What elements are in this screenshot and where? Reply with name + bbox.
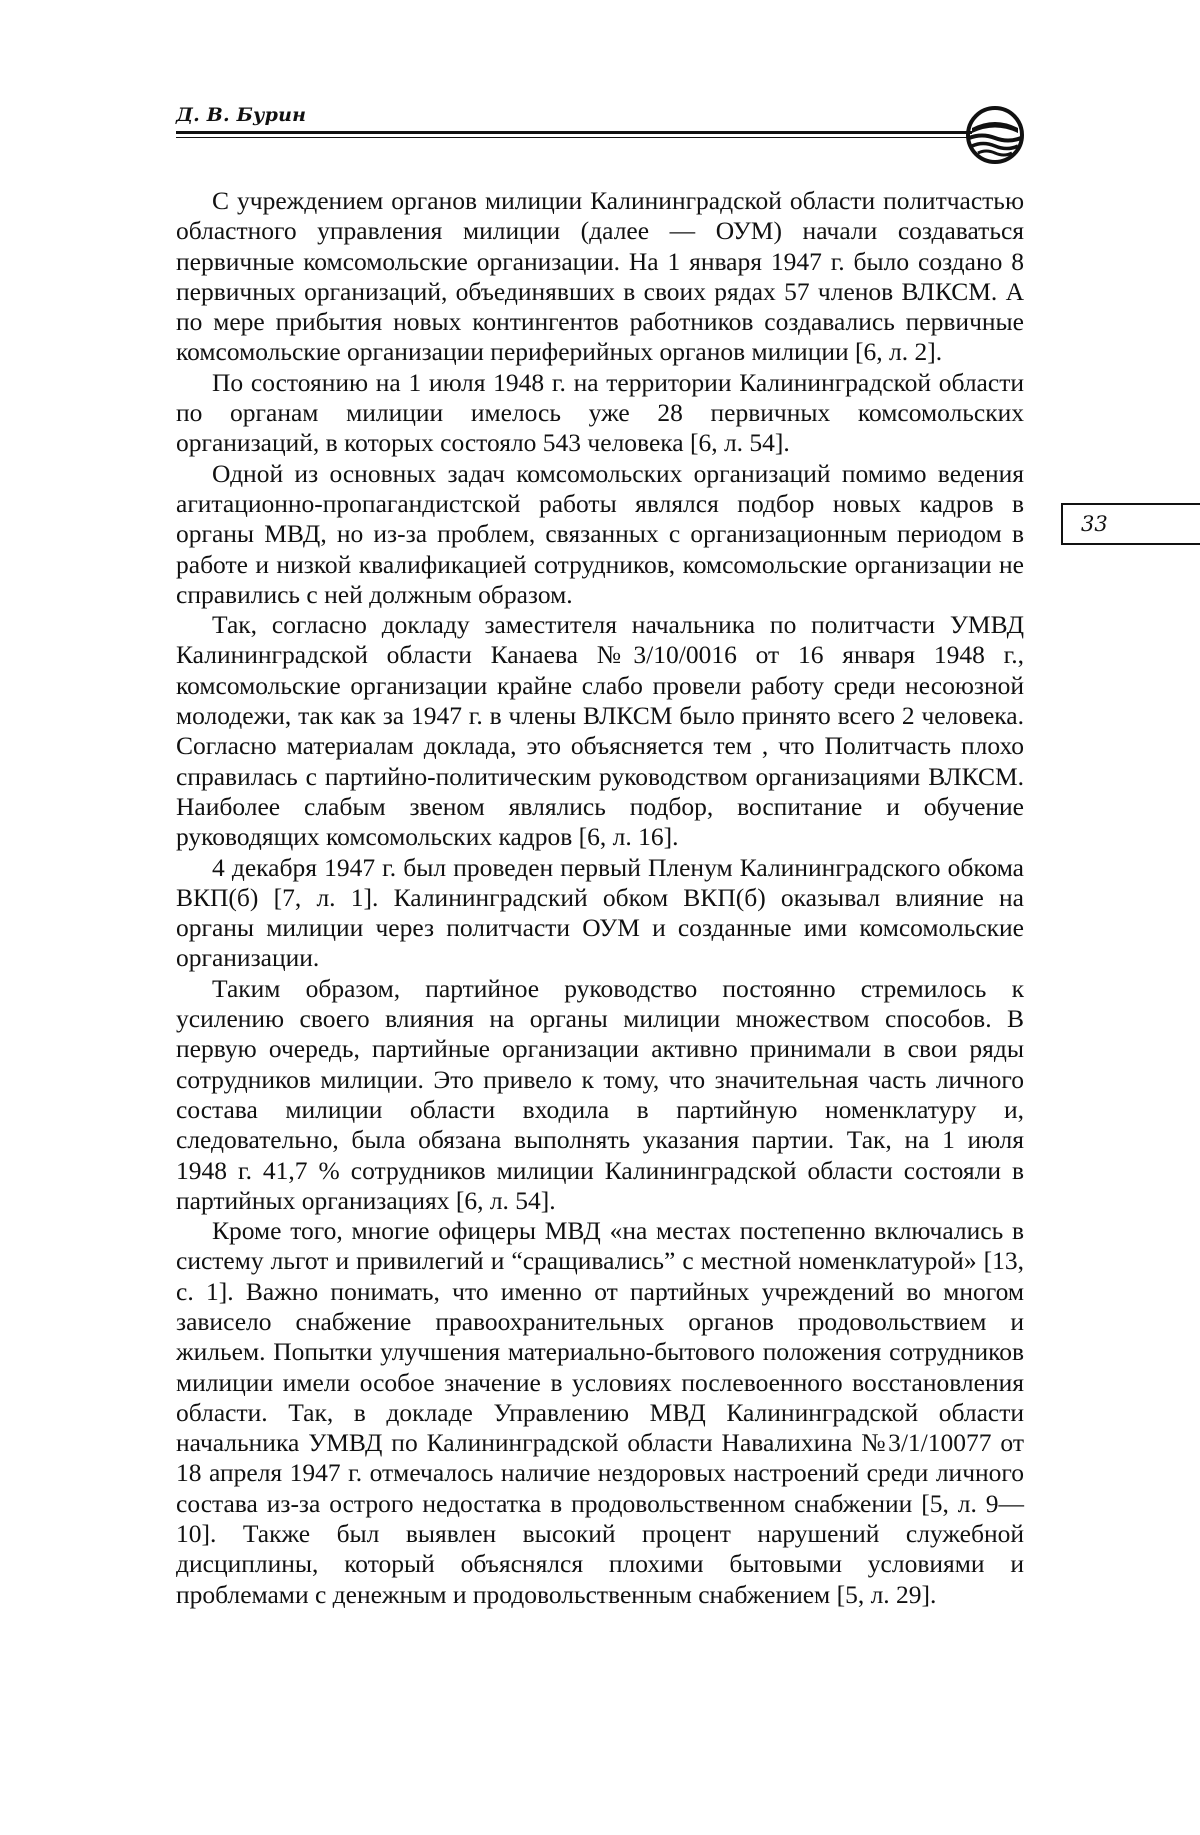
running-head-author: Д. В. Бурин <box>176 104 307 126</box>
paragraph: Одной из основных задач комсомольских организаций помимо ведения агитационно-пропагандистской работы являлся подбор новых кадров в органы МВД, но из-за проблем, связанных с организационным периодом в работе и низкой квалификацией сотрудников, комсомольские организации не справились с ней должным образом. <box>176 458 1024 609</box>
paragraph: Таким образом, партийное руководство постоянно стремилось к усилению своего влияния на органы милиции множеством способов. В первую очередь, партийные организации активно принимали в свои ряды сотрудников милиции. Это привело к тому, что значительная часть личного состава милиции области входила в партийную номенклатуру и, следовательно, была обязана выполнять указания партии. Так, на 1 июля 1948 г. 41,7 % сотрудников милиции Калининградской области состояли в партийных организациях [6, л. 54]. <box>176 973 1024 1215</box>
article-body <box>176 186 1024 1610</box>
paragraph: С учреждением органов милиции Калининградской области политчастью областного управления милиции (далее — ОУМ) начали создаваться первичные комсомольские организации. На 1 января 1947 г. было создано 8 первичных организаций, объединявших в своих рядах 57 членов ВЛКСМ. А по мере прибытия новых контингентов работников создавались первичные комсомольские организации периферийных органов милиции [6, л. 2]. <box>176 186 1024 367</box>
page-number: 33 <box>1081 512 1108 536</box>
header-rule-thin <box>176 137 972 138</box>
paragraph: 4 декабря 1947 г. был проведен первый Пленум Калининградского обкома ВКП(б) [7, л. 1]. Калининградский обком ВКП(б) оказывал влияние на органы милиции через политчасти ОУМ и созданные ими комсомольские организации. <box>176 852 1024 973</box>
page-number-tab <box>1061 503 1200 545</box>
paragraph: По состоянию на 1 июля 1948 г. на территории Калининградской области по органам милиции имелось уже 28 первичных комсомольских организаций, в которых состояло 543 человека [6, л. 54]. <box>176 367 1024 458</box>
header-rule <box>176 131 972 134</box>
paragraph: Кроме того, многие офицеры МВД «на местах постепенно включались в систему льгот и привилегий и “сращивались” с местной номенклатурой» [13, с. 1]. Важно понимать, что именно от партийных учреждений во многом зависело снабжение правоохранительных органов продовольствием и жильем. Попытки улучшения материально-бытового положения сотрудников милиции имели особое значение в условиях послевоенного восстановления области. Так, в докладе Управлению МВД Калининградской области начальника УМВД по Калининградской области Навалихина №3/1/10077 от 18 апреля 1947 г. отмечалось наличие нездоровых настроений среди личного состава из-за острого недостатка в продовольственном снабжении [5, л. 9—10]. Также был выявлен высокий процент нарушений служебной дисциплины, который объяснялся плохими бытовыми условиями и проблемами с денежным и продовольственным снабжением [5, л. 29]. <box>176 1216 1024 1609</box>
journal-logo-icon <box>964 104 1026 166</box>
paragraph: Так, согласно докладу заместителя начальника по политчасти УМВД Калининградской области Канаева №3/10/0016 от 16 января 1948 г., комсомольские организации крайне слабо провели работу среди несоюзной молодежи, так как за 1947 г. в члены ВЛКСМ было принято всего 2 человека. Согласно материалам доклада, это объясняется тем , что Политчасть плохо справилась с партийно-политическим руководством организациями ВЛКСМ. Наиболее слабым звеном являлись подбор, воспитание и обучение руководящих комсомольских кадров [6, л. 16]. <box>176 610 1024 852</box>
